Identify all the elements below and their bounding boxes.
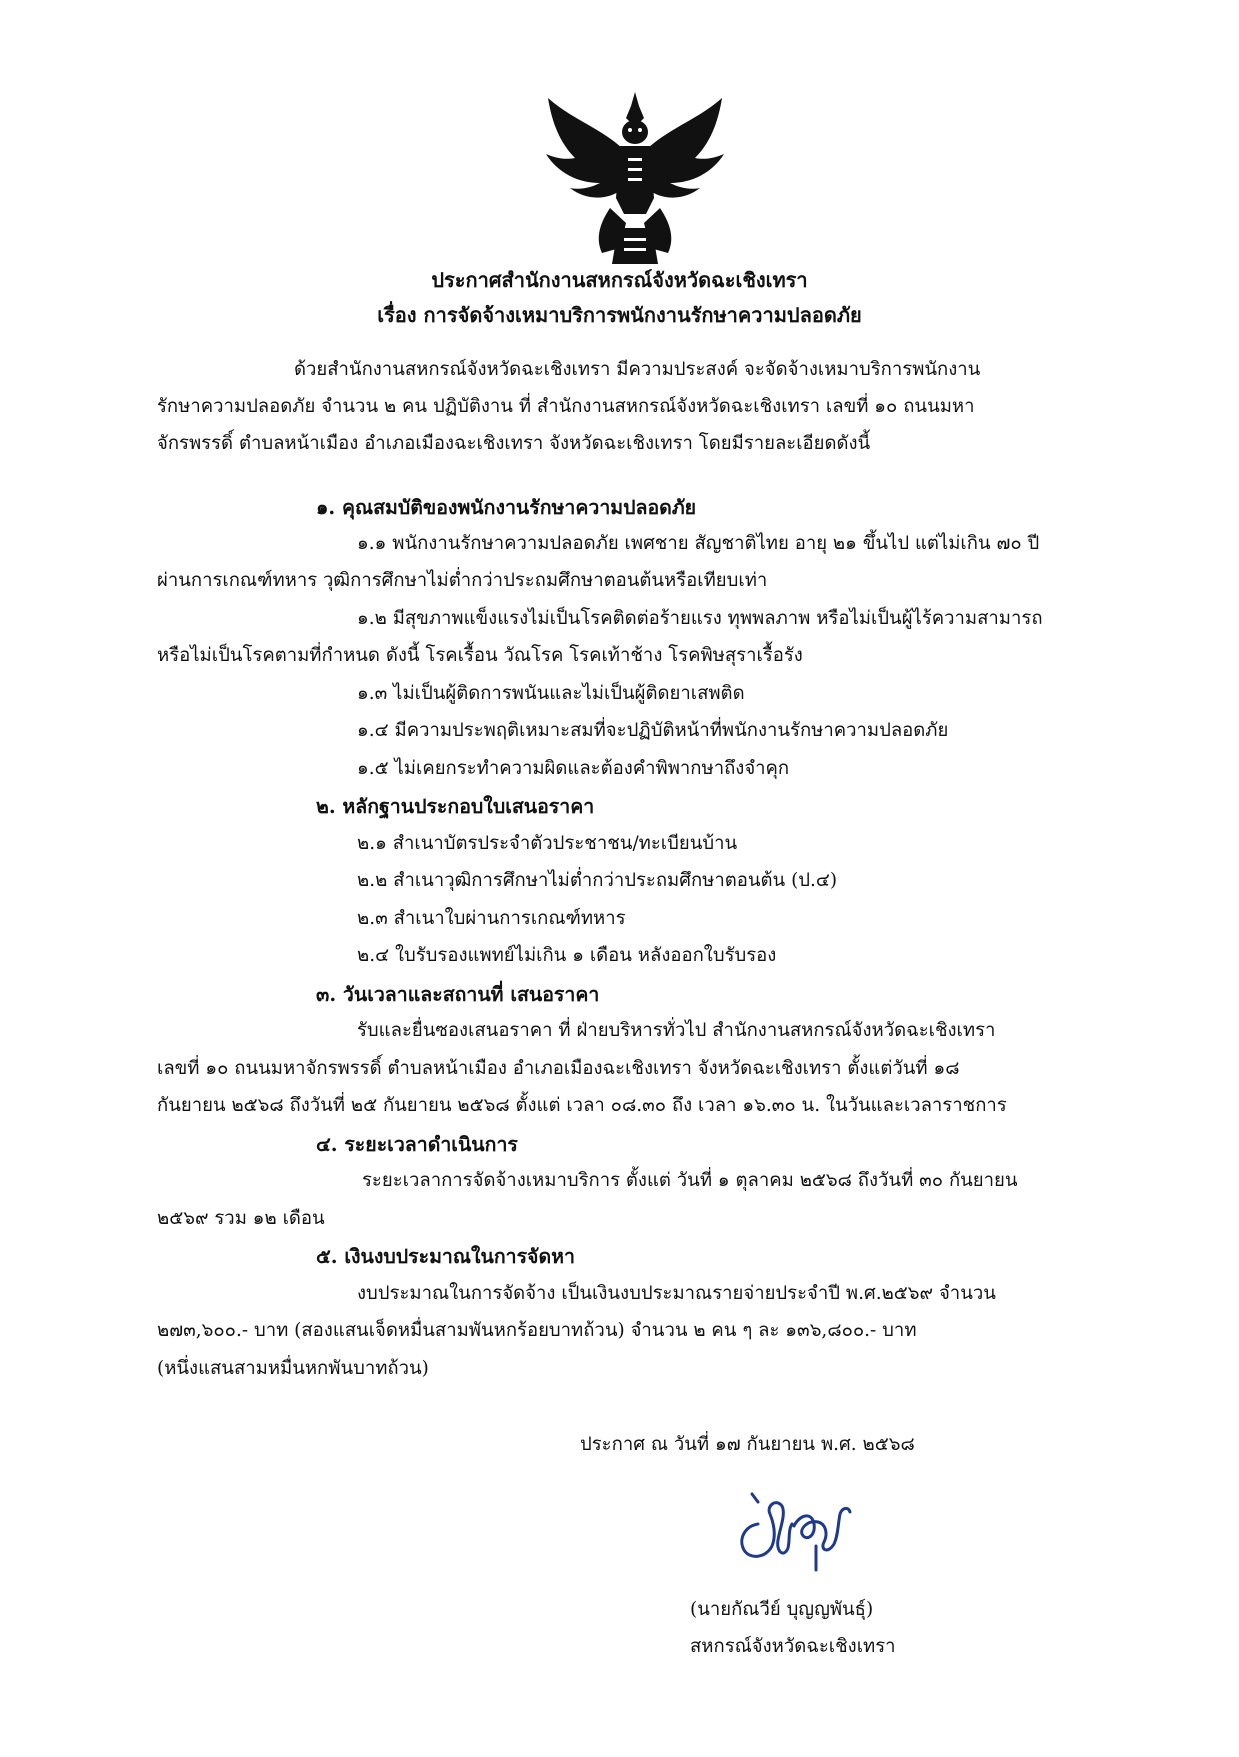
handwritten-signature-icon — [730, 1484, 860, 1574]
paragraph-line: เลขที่ ๑๐ ถนนมหาจักรพรรดิ์ ตำบลหน้าเมือง อำเภอเมืองฉะเชิงเทรา จังหวัดฉะเชิงเทรา ตั้งแต่วันที่ ๑๘ — [157, 1058, 960, 1079]
section-heading-5: ๕. เงินงบประมาณในการจัดหา — [316, 1245, 575, 1268]
list-item: ๑.๕ ไม่เคยกระทำความผิดและต้องคำพิพากษาถึงจำคุก — [357, 758, 790, 779]
paragraph-line: รับและยื่นซองเสนอราคา ที่ ฝ่ายบริหารทั่วไป สำนักงานสหกรณ์จังหวัดฉะเชิงเทรา — [357, 1020, 996, 1041]
list-item: ๒.๔ ใบรับรองแพทย์ไม่เกิน ๑ เดือน หลังออกใบรับรอง — [357, 945, 777, 966]
section-heading-2: ๒. หลักฐานประกอบใบเสนอราคา — [316, 795, 595, 818]
section-heading-1: ๑. คุณสมบัติของพนักงานรักษาความปลอดภัย — [316, 496, 697, 519]
list-item: ๑.๒ มีสุขภาพแข็งแรงไม่เป็นโรคติดต่อร้ายแรง ทุพพลภาพ หรือไม่เป็นผู้ไร้ความสามารถ — [357, 608, 1043, 629]
list-item: ๒.๓ สำเนาใบผ่านการเกณฑ์ทหาร — [357, 908, 626, 929]
paragraph-line: งบประมาณในการจัดจ้าง เป็นเงินงบประมาณรายจ่ายประจำปี พ.ศ.๒๕๖๙ จำนวน — [357, 1283, 996, 1304]
paragraph-line: (หนึ่งแสนสามหมื่นหกพันบาทถ้วน) — [157, 1358, 429, 1379]
intro-line: ด้วยสำนักงานสหกรณ์จังหวัดฉะเชิงเทรา มีความประสงค์ จะจัดจ้างเหมาบริการพนักงาน — [294, 359, 981, 380]
list-item: ๑.๑ พนักงานรักษาความปลอดภัย เพศชาย สัญชาติไทย อายุ ๒๑ ขึ้นไป แต่ไม่เกิน ๗๐ ปี — [357, 533, 1040, 554]
list-item: ๑.๓ ไม่เป็นผู้ติดการพนันและไม่เป็นผู้ติดยาเสพติด — [357, 683, 745, 704]
announcement-date: ประกาศ ณ วันที่ ๑๗ กันยายน พ.ศ. ๒๕๖๘ — [580, 1434, 915, 1455]
paragraph-line: ๒๕๖๙ รวม ๑๒ เดือน — [157, 1208, 325, 1229]
section-heading-3: ๓. วันเวลาและสถานที่ เสนอราคา — [316, 983, 600, 1006]
signer-name: (นายกัณวีย์ บุญญพันธุ์) — [690, 1599, 874, 1620]
list-item: ๒.๑ สำเนาบัตรประจำตัวประชาชน/ทะเบียนบ้าน — [357, 833, 738, 854]
paragraph-line: ระยะเวลาการจัดจ้างเหมาบริการ ตั้งแต่ วันที่ ๑ ตุลาคม ๒๕๖๘ ถึงวันที่ ๓๐ กันยายน — [362, 1170, 1018, 1191]
list-item: ๒.๒ สำเนาวุฒิการศึกษาไม่ต่ำกว่าประถมศึกษาตอนต้น (ป.๔) — [357, 870, 838, 891]
paragraph-line: ๒๗๓,๖๐๐.- บาท (สองแสนเจ็ดหมื่นสามพันหกร้อยบาทถ้วน) จำนวน ๒ คน ๆ ละ ๑๓๖,๘๐๐.- บาท — [157, 1320, 917, 1341]
page-subject: เรื่อง การจัดจ้างเหมาบริการพนักงานรักษาความปลอดภัย — [377, 303, 862, 327]
page-title: ประกาศสำนักงานสหกรณ์จังหวัดฉะเชิงเทรา — [431, 268, 808, 292]
list-item: ผ่านการเกณฑ์ทหาร วุฒิการศึกษาไม่ต่ำกว่าประถมศึกษาตอนต้นหรือเทียบเท่า — [157, 570, 768, 591]
list-item: ๑.๔ มีความประพฤติเหมาะสมที่จะปฏิบัติหน้าที่พนักงานรักษาความปลอดภัย — [357, 720, 949, 741]
intro-line: จักรพรรดิ์ ตำบลหน้าเมือง อำเภอเมืองฉะเชิงเทรา จังหวัดฉะเชิงเทรา โดยมีรายละเอียดดังนี้ — [157, 433, 871, 454]
intro-line: รักษาความปลอดภัย จำนวน ๒ คน ปฏิบัติงาน ที่ สำนักงานสหกรณ์จังหวัดฉะเชิงเทรา เลขที่ ๑๐ ถนนมหา — [157, 396, 975, 417]
signer-title: สหกรณ์จังหวัดฉะเชิงเทรา — [690, 1636, 896, 1657]
section-heading-4: ๔. ระยะเวลาดำเนินการ — [316, 1133, 518, 1156]
list-item: หรือไม่เป็นโรคตามที่กำหนด ดังนี้ โรคเรื้อน วัณโรค โรคเท้าช้าง โรคพิษสุราเรื้อรัง — [157, 645, 803, 666]
paragraph-line: กันยายน ๒๕๖๘ ถึงวันที่ ๒๕ กันยายน ๒๕๖๘ ตั้งแต่ เวลา ๐๘.๓๐ ถึง เวลา ๑๖.๓๐ น. ในวันและเวลาราชการ — [157, 1095, 1007, 1116]
garuda-emblem-icon — [540, 88, 730, 268]
